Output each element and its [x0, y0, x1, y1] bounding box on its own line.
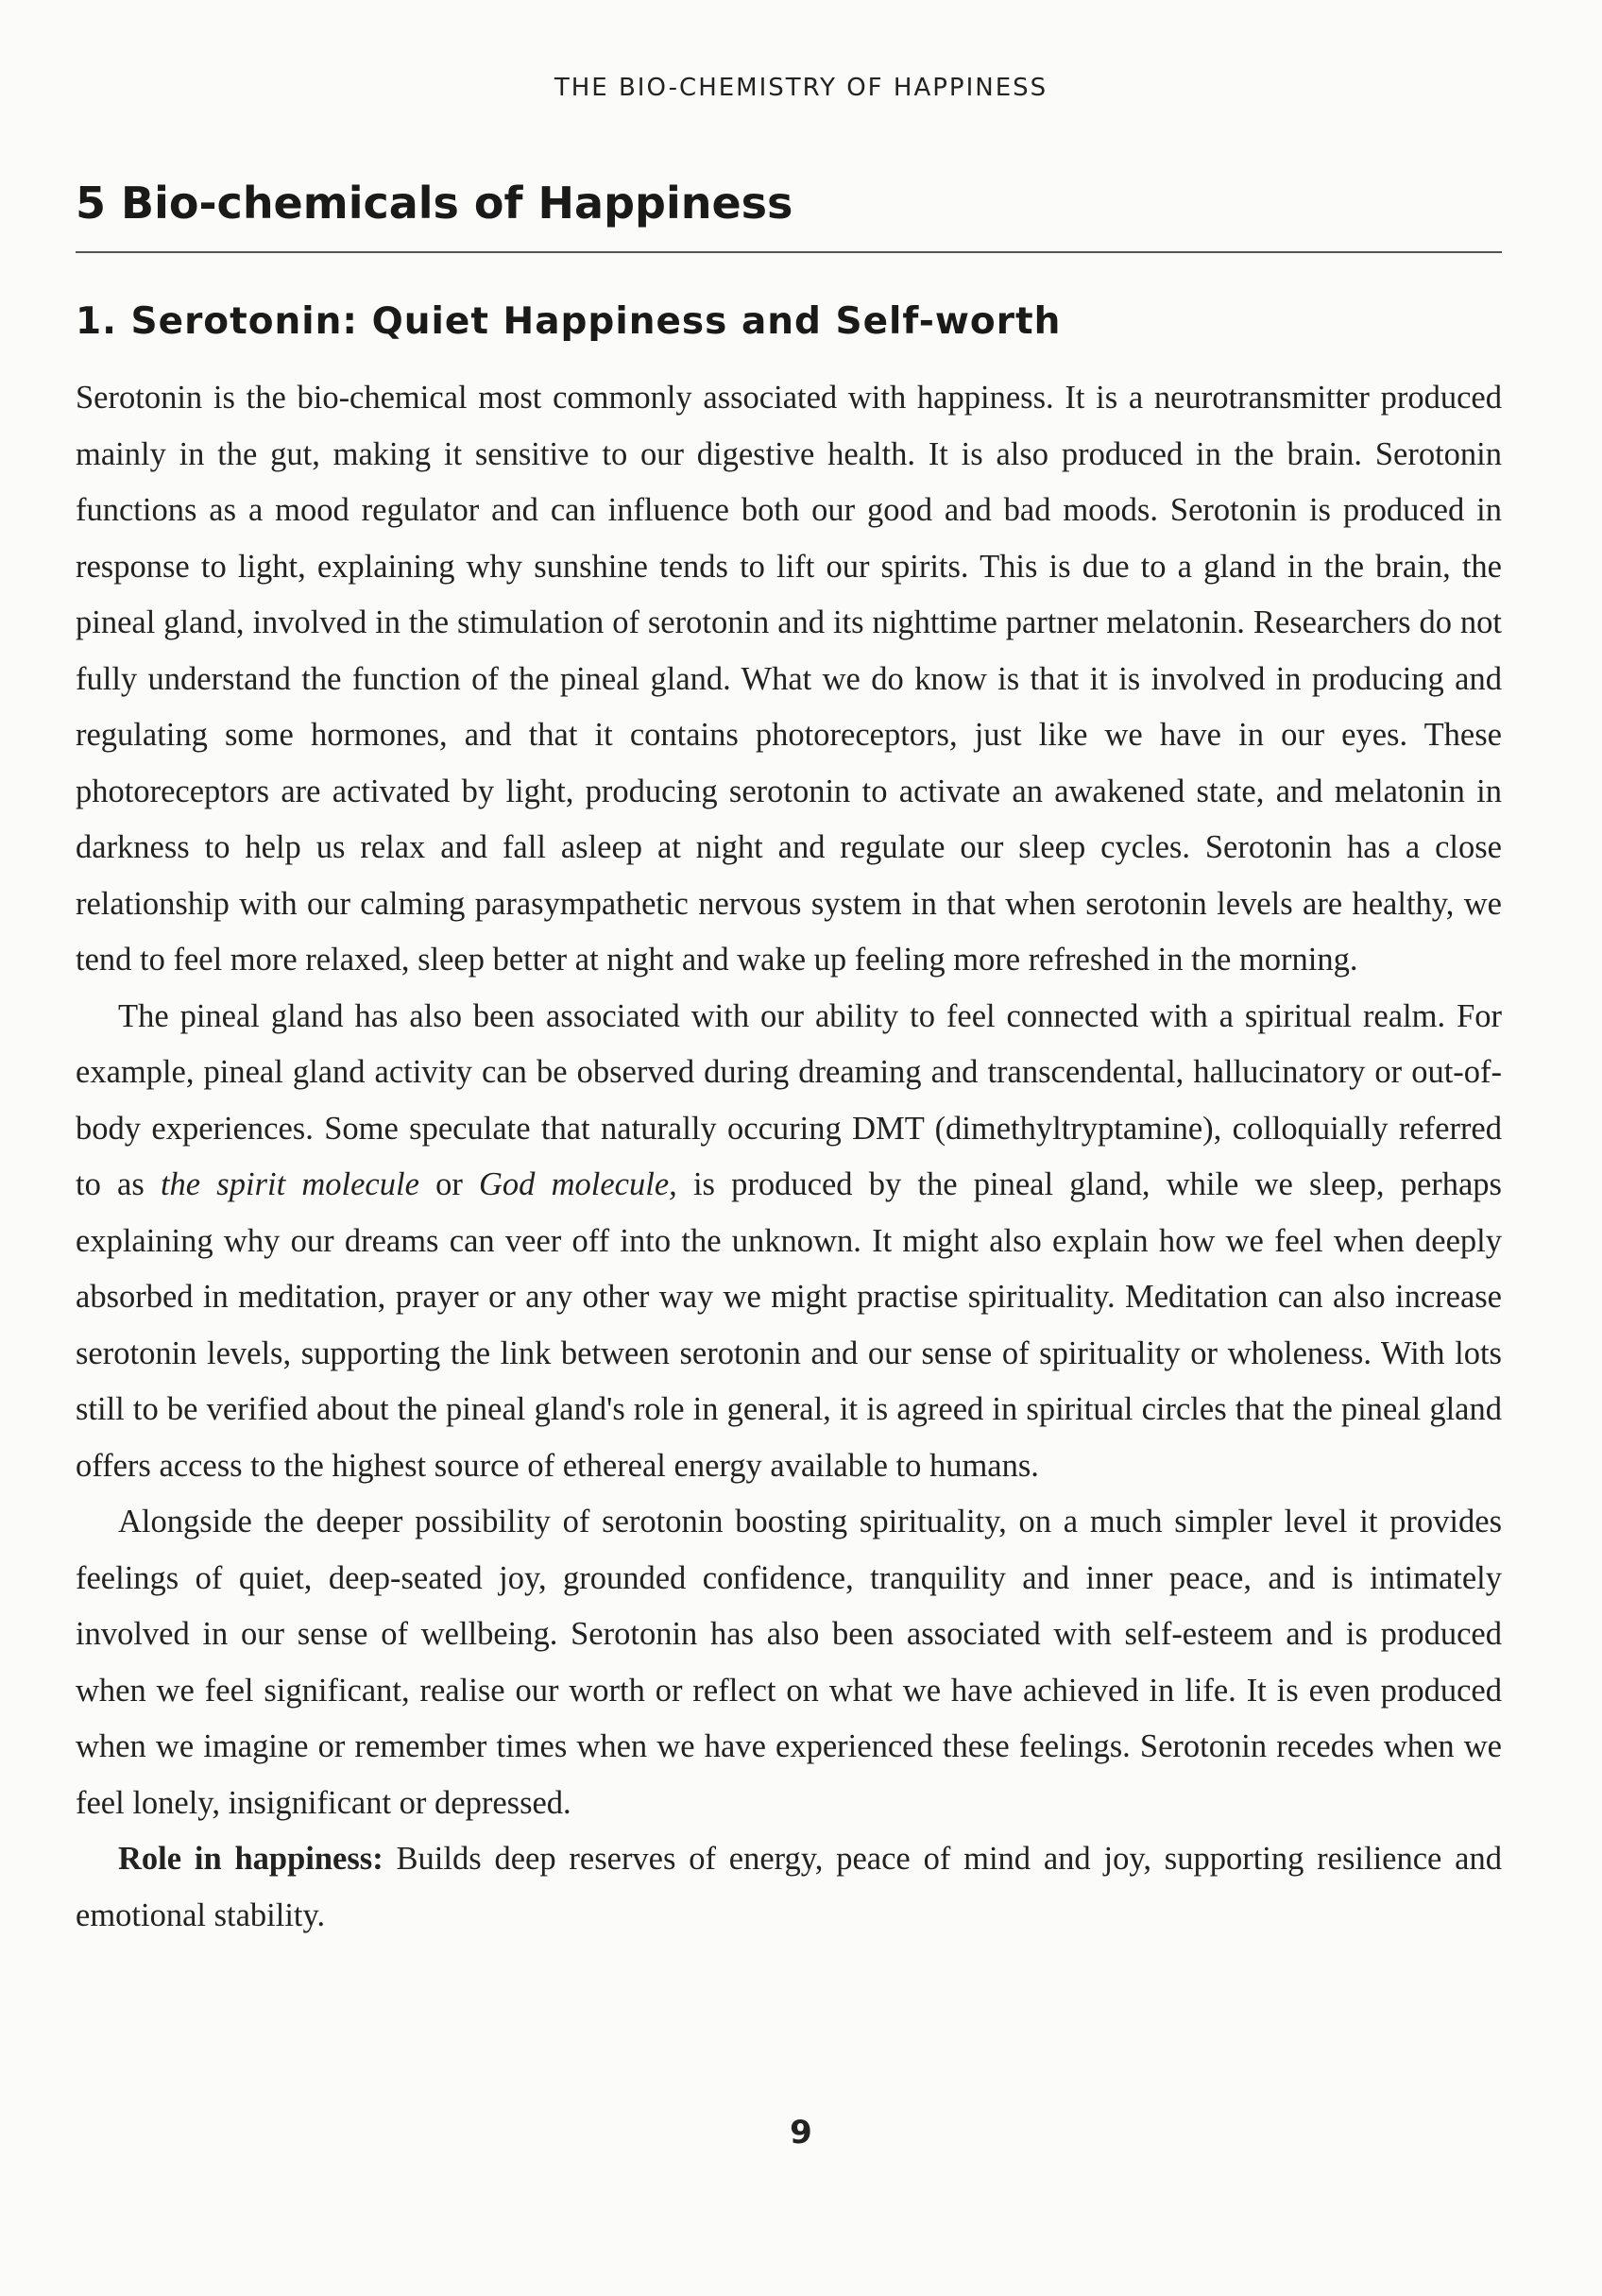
- page-number: 9: [790, 2114, 812, 2151]
- chapter-divider: [76, 251, 1502, 253]
- role-label: Role in happiness:: [118, 1841, 383, 1877]
- paragraph-2-text-c: is produced by the pineal gland, while we sleep, perhaps explaining why our dreams can veer off into the unknown. It might also explain how we feel when deeply absorbed in meditation, prayer or any other way we might practise spirituality. Meditation can also increase serotonin levels, supporting the link between serotonin and our sense of spirituality or wholeness. With lots still to be verified about the pineal gland's role in general, it is agreed in spiritual circles that the pineal gland offers access to the highest source of ethereal energy available to humans.: [76, 1166, 1502, 1484]
- italic-term-god-molecule: God molecule,: [479, 1166, 677, 1202]
- paragraph-1: Serotonin is the bio-chemical most commonly associated with happiness. It is a neurotransmitter produced mainly in the gut, making it sensitive to our digestive health. It is also produced in the brain. Serotonin functions as a mood regulator and can influence both our good and bad moods. Serotonin is produced in response to light, explaining why sunshine tends to lift our spirits. This is due to a gland in the brain, the pineal gland, involved in the stimulation of serotonin and its nighttime partner melatonin. Researchers do not fully understand the function of the pineal gland. What we do know is that it is involved in producing and regulating some hormones, and that it contains photoreceptors, just like we have in our eyes. These photoreceptors are activated by light, producing serotonin to activate an awakened state, and melatonin in darkness to help us relax and fall asleep at night and regulate our sleep cycles. Serotonin has a close relationship with our calming parasympathetic nervous system in that when serotonin levels are healthy, we tend to feel more relaxed, sleep better at night and wake up feeling more refreshed in the morning.: [76, 380, 1502, 978]
- section-title: 1. Serotonin: Quiet Happiness and Self-worth: [76, 300, 1062, 343]
- role-text: Builds deep reserves of energy, peace of mind and joy, supporting resilience and emotional stability.: [76, 1841, 1502, 1933]
- body-text: [76, 370, 1502, 1944]
- role-in-happiness: [76, 1831, 1502, 1944]
- paragraph-2-text-b: or: [418, 1166, 480, 1202]
- paragraph-3: Alongside the deeper possibility of serotonin boosting spirituality, on a much simpler level it provides feelings of quiet, deep-seated joy, grounded confidence, tranquility and inner peace, and is intimately involved in our sense of wellbeing. Serotonin has also been associated with self-esteem and is produced when we feel significant, realise our worth or reflect on what we have achieved in life. It is even produced when we imagine or remember times when we have experienced these feelings. Serotonin recedes when we feel lonely, insignificant or depressed.: [76, 1504, 1502, 1821]
- paragraph-2: [76, 989, 1502, 1495]
- paragraph-2-text-a: The pineal gland has also been associated with our ability to feel connected with a spiritual realm. For example, pineal gland activity can be observed during dreaming and transcendental, hallucinatory or out-of-body experiences. Some speculate that naturally occuring DMT (dimethyltryptamine), colloquially referred to as: [76, 997, 1502, 1202]
- chapter-title: 5 Bio-chemicals of Happiness: [76, 178, 793, 229]
- italic-term-spirit-molecule: the spirit molecule: [160, 1166, 419, 1202]
- running-head: THE BIO-CHEMISTRY OF HAPPINESS: [554, 74, 1048, 102]
